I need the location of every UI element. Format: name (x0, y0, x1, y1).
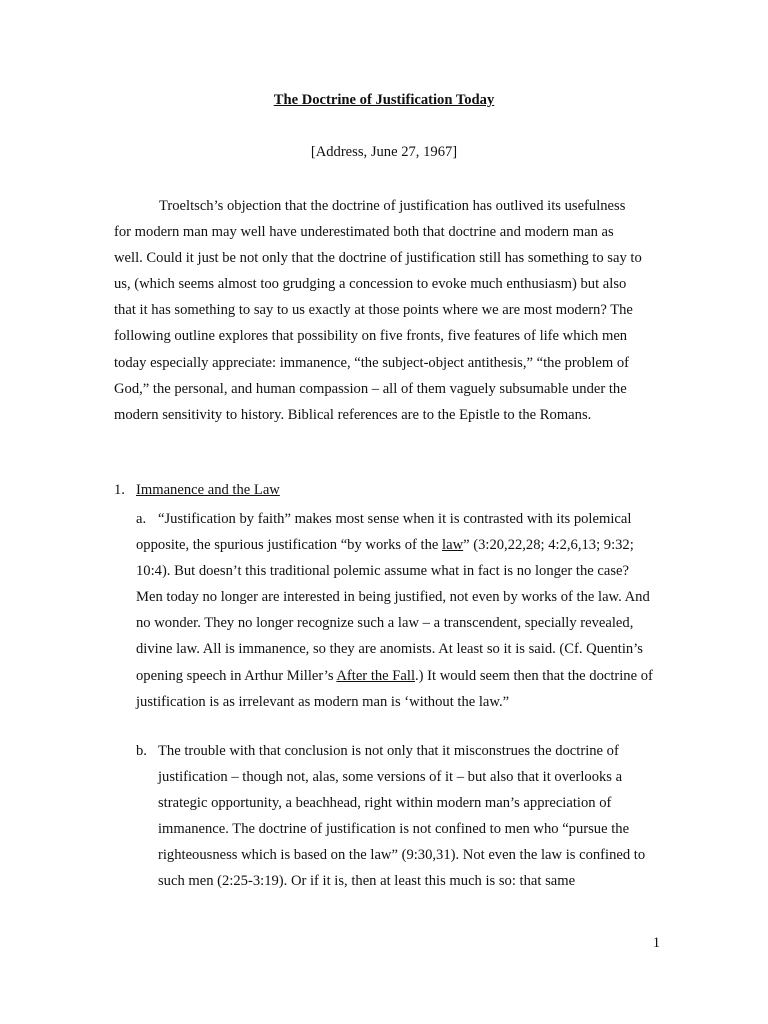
list-marker-a: a. (136, 511, 147, 527)
item-a-text-2: ” (3:20,22,28; 4:2,6,13; 9:32; 10:4). But doesn’t this traditional polemic assume what in fact is no longer the case? Men today no longer are interested in being justified, not even by works of the law. And no wonder. They no longer recognize such a law – a transcendent, specially revealed, divine law. All is immanence, so they are anomists. At least so it is said. (Cf. Quentin’s opening speech in Arthur Miller’s (136, 537, 650, 684)
item-a-text-3: .) It would seem then that the doctrine of justification is as irrelevant as modern man is ‘without the law.” (136, 667, 653, 710)
item-b-text: The trouble with that conclusion is not only that it misconstrues the doctrine of justification – though not, alas, some versions of it – but also that it overlooks a strategic opportunity, a beachhead, right within modern man’s appreciation of immanence. The doctrine of justification is not confined to men who “pursue the righteousness which is based on the law” (9:30,31). Not even the law is confined to such men (2:25-3:19). Or if it is, then at least this much is so: that same (158, 743, 646, 890)
intro-paragraph: Troeltsch’s objection that the doctrine of justification has outlived its usefulness for modern man may well have underestimated both that doctrine and modern man as well. Could it just be not only that the doctrine of justification still has something to say to us, (which seems almost too grudging a concession to evoke much enthusiasm) but also that it has something to say to us exactly at those points where we are most modern? The following outline explores that possibility on five fronts, five features of life which men today especially appreciate: immanence, “the subject-object antithesis,” “the problem of God,” the personal, and human compassion – all of them vaguely subsumable under the modern sensitivity to history. Biblical references are to the Epistle to the Romans. (114, 198, 642, 423)
item-a-text-1: “Justification by faith” makes most sense when it is contrasted with its polemical opposite, the spurious justification “by works of the (136, 511, 632, 554)
item-a-underlined-law: law (442, 537, 464, 554)
section-heading-text: Immanence and the Law (136, 482, 280, 498)
section-number: 1. (114, 482, 125, 498)
list-item-a (136, 506, 656, 715)
list-marker-b: b. (136, 743, 147, 759)
page-number: 1 (652, 935, 660, 951)
list-item-b (136, 738, 673, 895)
item-a-underlined-title: After the Fall (336, 667, 415, 684)
document-title: The Doctrine of Justification Today (273, 92, 495, 108)
document-subtitle: [Address, June 27, 1967] (310, 144, 458, 160)
section-heading (114, 480, 654, 500)
